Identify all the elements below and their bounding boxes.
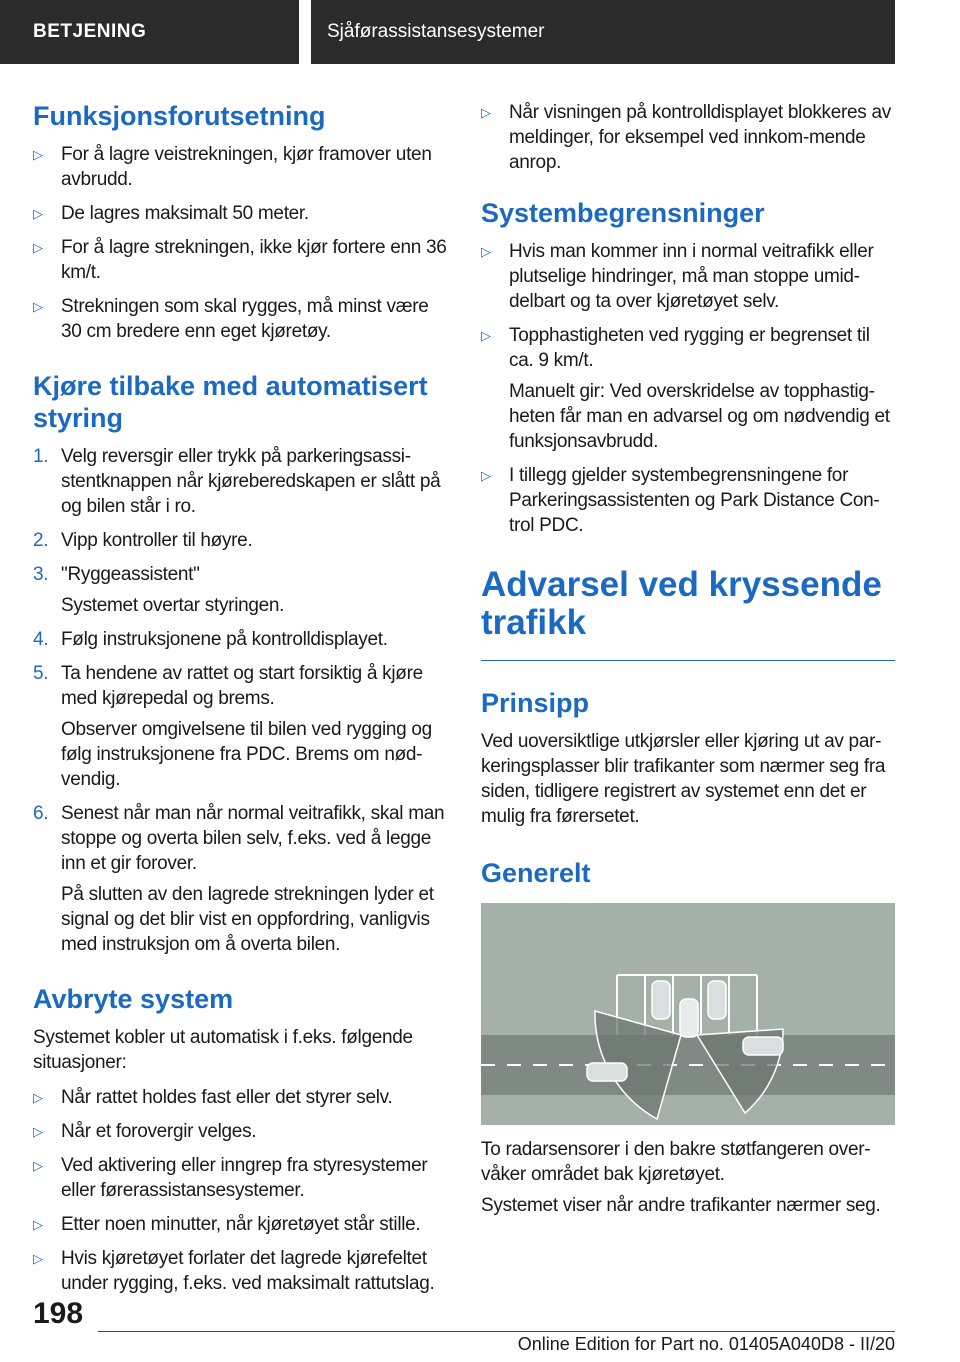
- step-number: 4.: [33, 629, 49, 650]
- list-item: ▷ For å lagre veistrekningen, kjør framover uten avbrudd.: [33, 142, 453, 192]
- item-text: Hvis man kommer inn i normal veitrafikk eller plutselige hindringer, må man stoppe umid-delbart og ta over kjøretøyet selv.: [509, 241, 874, 312]
- list-item: ▷ De lagres maksimalt 50 meter.: [33, 201, 453, 226]
- approaching-car-left: [587, 1063, 627, 1081]
- item-text: I tillegg gjelder systembegrensningene for Parkeringsassistenten og Park Distance Con-trol PDC.: [509, 465, 880, 536]
- list-item: ▷ Når visningen på kontrolldisplayet blokkeres av meldinger, for eksempel ved innkom-mende anrop.: [481, 100, 895, 175]
- section-label: Sjåførassistansesystemer: [311, 0, 895, 64]
- step-item: [33, 661, 453, 792]
- kjore-steps: [33, 444, 453, 957]
- list-item: ▷ Når et forovergir velges.: [33, 1119, 453, 1144]
- item-text: Topphastigheten ved rygging er begrenset til ca. 9 km/t.: [509, 325, 870, 371]
- step-text: "Ryggeassistent": [61, 564, 200, 585]
- approaching-car-right: [743, 1037, 783, 1055]
- list-item: ▷ Etter noen minutter, når kjøretøyet står stille.: [33, 1212, 453, 1237]
- footer-divider: [98, 1331, 895, 1332]
- step-item: [33, 627, 453, 652]
- step-item: [33, 528, 453, 553]
- list-item: ▷ Når rattet holdes fast eller det styrer selv.: [33, 1085, 453, 1110]
- generelt-text-2: Systemet viser når andre trafikanter nærmer seg.: [481, 1195, 881, 1216]
- step-item: [33, 562, 453, 618]
- list-item: ▷ Ved aktivering eller inngrep fra styresystemer eller førerassistansesystemer.: [33, 1153, 453, 1203]
- continued-list: [481, 100, 895, 175]
- list-item: ▷ Strekningen som skal rygges, må minst være 30 cm bredere enn eget kjøretøy.: [33, 294, 453, 344]
- heading-advarsel-kryssende-trafikk: Advarsel ved kryssende trafikk: [481, 565, 882, 642]
- list-item: [481, 239, 895, 314]
- list-item: ▷ Hvis kjøretøyet forlater det lagrede kjørefeltet under rygging, f.eks. ved maksimalt rattutslag.: [33, 1246, 453, 1296]
- step-text: Ta hendene av rattet og start forsiktig å kjøre med kjørepedal og brems.: [61, 663, 423, 709]
- section-divider: [481, 660, 895, 661]
- step-number: 6.: [33, 803, 49, 824]
- prinsipp-text: Ved uoversiktlige utkjørsler eller kjøring ut av par-keringsplasser blir trafikanter som nærmer seg fra siden, tidligere registrert av systemet enn det er mulig fra førersetet.: [481, 731, 886, 827]
- funksjon-list: [33, 142, 453, 344]
- heading-generelt: Generelt: [481, 858, 591, 888]
- step-note: Observer omgivelsene til bilen ved rygging og følg instruksjonene fra PDC. Brems om nød-vendig.: [61, 719, 432, 790]
- edition-label: Online Edition for Part no. 01405A040D8 - II/20: [517, 1334, 895, 1354]
- page-number: 198: [33, 1297, 84, 1330]
- systembeg-list: [481, 239, 895, 538]
- step-text: Følg instruksjonene på kontrolldisplayet.: [61, 629, 388, 650]
- step-number: 5.: [33, 663, 49, 684]
- step-text: Vipp kontroller til høyre.: [61, 530, 253, 551]
- chapter-label: BETJENING: [0, 0, 299, 64]
- heading-kjore-tilbake: Kjøre tilbake med automatisert styring: [33, 371, 428, 433]
- list-item: [481, 323, 895, 454]
- right-column: [481, 100, 895, 1224]
- avbryte-intro: Systemet kobler ut automatisk i f.eks. følgende situasjoner:: [33, 1027, 413, 1073]
- step-note: Systemet overtar styringen.: [61, 595, 285, 616]
- heading-avbryte-system: Avbryte system: [33, 984, 234, 1014]
- step-item: [33, 444, 453, 519]
- list-item: ▷ For å lagre strekningen, ikke kjør fortere enn 36 km/t.: [33, 235, 453, 285]
- item-note: Manuelt gir: Ved overskridelse av topphastig-heten får man en advarsel og om nødvendig et funksjonsavbrudd.: [509, 381, 890, 452]
- step-item: [33, 801, 453, 957]
- step-text: Velg reversgir eller trykk på parkeringsassi-stentknappen når kjøreberedskapen er slått på og bilen står i ro.: [61, 446, 441, 517]
- step-number: 2.: [33, 530, 49, 551]
- step-text: Senest når man når normal veitrafikk, skal man stoppe og overta bilen selv, f.eks. ved å legge inn et gir forover.: [61, 803, 445, 874]
- step-note: På slutten av den lagrede strekningen lyder et signal og det blir vist en oppfordring, vanligvis med instruksjon om å overta bilen.: [61, 884, 434, 955]
- generelt-text-1: To radarsensorer i den bakre støtfangeren over-våker området bak kjøretøyet.: [481, 1139, 871, 1185]
- heading-funksjonsforutsetning: Funksjonsforutsetning: [33, 101, 326, 131]
- heading-systembegrensninger: Systembegrensninger: [481, 198, 765, 228]
- avbryte-list: [33, 1085, 453, 1296]
- left-column: [33, 100, 453, 1305]
- step-number: 3.: [33, 564, 49, 585]
- page-header: [0, 0, 960, 66]
- reversing-car: [680, 999, 698, 1037]
- list-item: [481, 463, 895, 538]
- cross-traffic-illustration: [481, 903, 895, 1125]
- step-number: 1.: [33, 446, 49, 467]
- heading-prinsipp: Prinsipp: [481, 688, 590, 718]
